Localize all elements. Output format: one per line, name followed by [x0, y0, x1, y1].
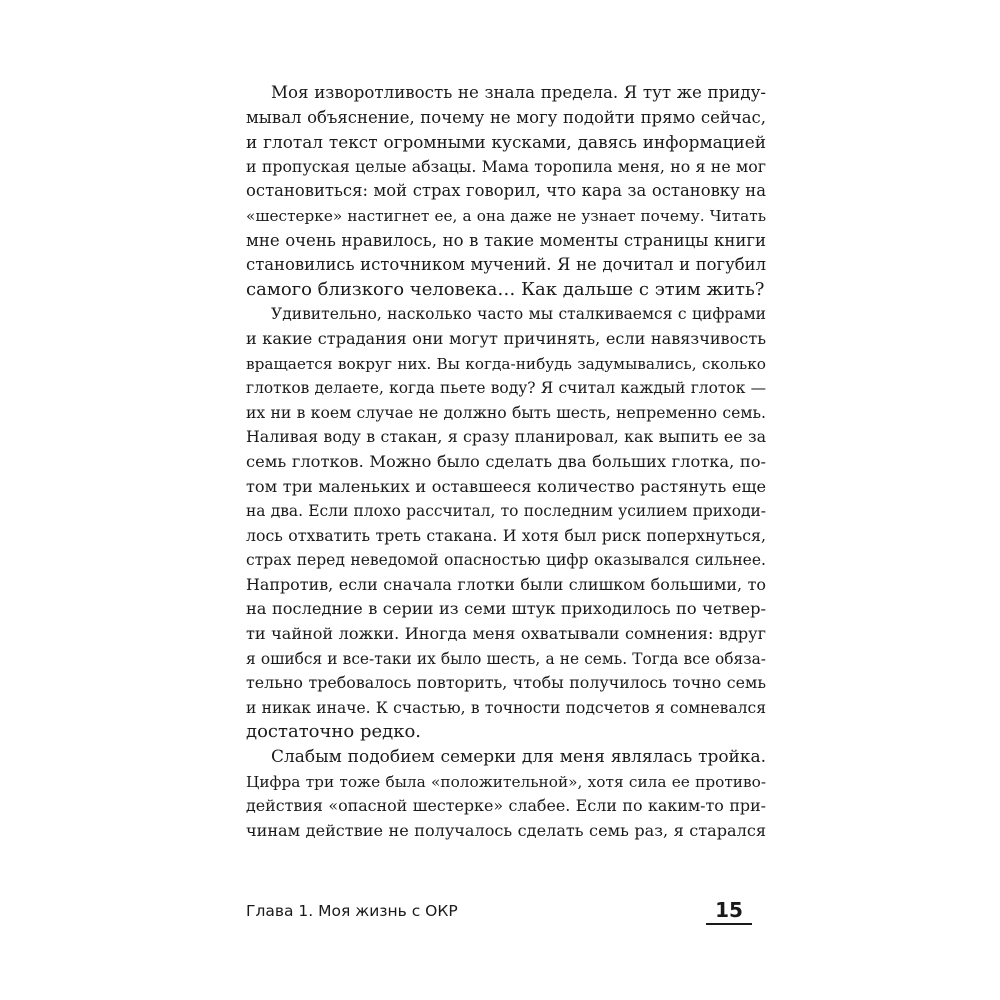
text-line: мывал объяснение, почему не могу подойти прямо сейчас,	[246, 107, 766, 127]
text-line: достаточно редко.	[246, 721, 422, 743]
text-line: Напротив, если сначала глотки были слишком большими, то	[246, 574, 766, 594]
text-line: становились источником мучений. Я не дочитал и погубил	[246, 255, 766, 275]
text-line: на последние в серии из семи штук приходилось по четвер-	[246, 599, 766, 619]
text-line: Наливая воду в стакан, я сразу планировал, как выпить ее за	[246, 427, 766, 447]
page-number-underline	[706, 923, 752, 925]
text-line: их ни в коем случае не должно быть шесть, непременно семь.	[246, 402, 766, 422]
text-line: «шестерке» настигнет ее, а она даже не узнает почему. Читать	[246, 206, 766, 225]
text-line: я ошибся и все-таки их было шесть, а не семь. Тогда все обяза-	[246, 649, 766, 668]
body-text	[246, 81, 766, 843]
text-line: глотков делаете, когда пьете воду? Я считал каждый глоток —	[246, 379, 766, 398]
text-line: мне очень нравилось, но в такие моменты страницы книги	[246, 230, 766, 250]
text-line: том три маленьких и оставшееся количество растянуть еще	[246, 476, 766, 496]
page-number: 15	[715, 898, 743, 922]
text-line: ти чайной ложки. Иногда меня охватывали сомнения: вдруг	[246, 624, 766, 644]
text-line: семь глотков. Можно было сделать два больших глотка, по-	[246, 451, 766, 471]
text-line: и пропуская целые абзацы. Мама торопила меня, но я не мог	[246, 156, 766, 176]
text-line: действия «опасной шестерке» слабее. Если по каким-то при-	[246, 796, 766, 816]
text-line: Моя изворотливость не знала предела. Я тут же приду-	[271, 83, 766, 102]
text-line: остановиться: мой страх говорил, что кара за остановку на	[246, 181, 766, 201]
text-line: лось отхватить треть стакана. И хотя был риск поперхнуться,	[246, 525, 766, 545]
text-line: на два. Если плохо рассчитал, то последним усилием приходи-	[246, 502, 766, 521]
text-line: Удивительно, насколько часто мы сталкиваемся с цифрами	[271, 305, 766, 324]
running-footer-chapter: Глава 1. Моя жизнь с ОКР	[246, 902, 458, 920]
text-line: Цифра три тоже была «положительной», хотя сила ее противо-	[246, 772, 766, 791]
text-line: самого близкого человека… Как дальше с этим жить?	[246, 278, 765, 300]
text-line: тельно требовалось повторить, чтобы получилось точно семь	[246, 673, 766, 693]
text-line: и какие страдания они могут причинять, если навязчивость	[246, 328, 766, 348]
text-line: Слабым подобием семерки для меня являлась тройка.	[271, 747, 766, 768]
text-line: вращается вокруг них. Вы когда-нибудь задумывались, сколько	[246, 354, 766, 373]
text-line: и глотал текст огромными кусками, давясь информацией	[246, 132, 766, 153]
text-line: и никак иначе. К счастью, в точности подсчетов я сомневался	[246, 698, 766, 717]
text-line: чинам действие не получалось сделать семь раз, я старался	[246, 820, 766, 840]
text-line: страх перед неведомой опасностью цифр оказывался сильнее.	[246, 551, 766, 570]
